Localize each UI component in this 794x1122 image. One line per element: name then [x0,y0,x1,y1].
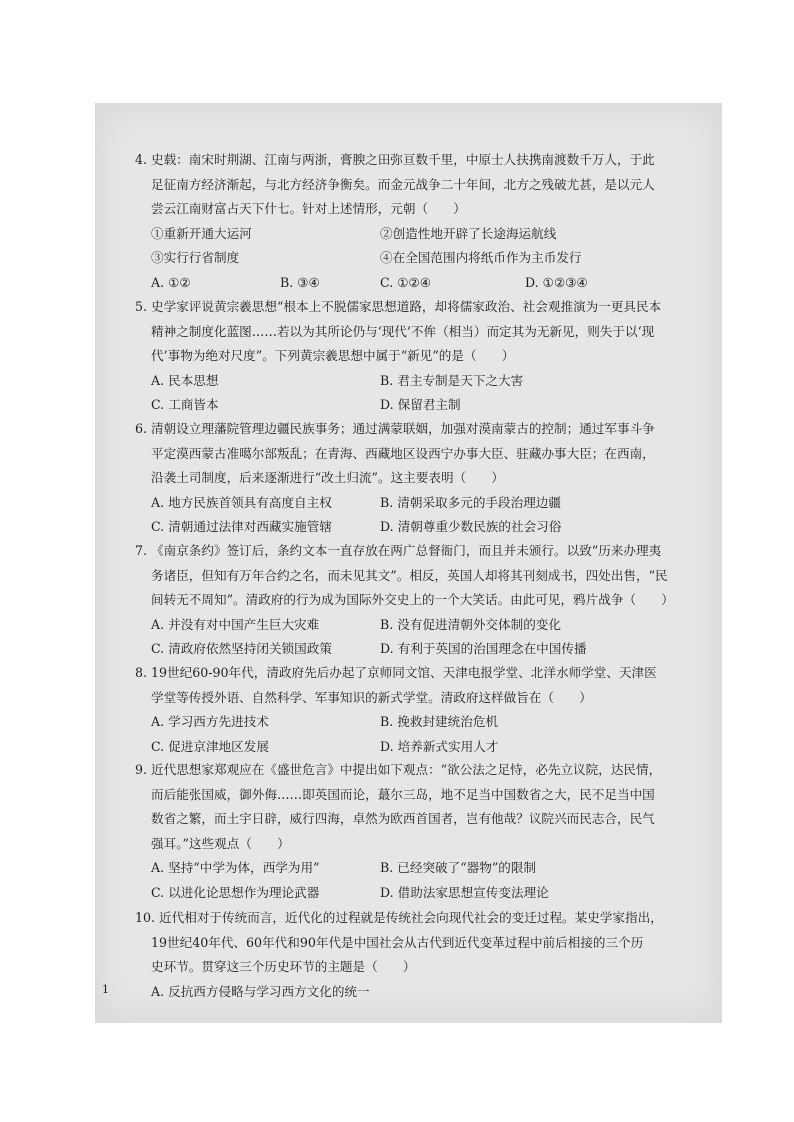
question-stem: 6. 清朝设立理藩院管理边疆民族事务；通过满蒙联姻，加强对漠南蒙古的控制；通过军事斗争 [135,421,655,436]
answer-options [135,369,717,394]
exam-page [95,103,722,1023]
question-stem: 7. 《南京条约》签订后，条约文本一直存放在两广总督衙门，而且并未颁行。以致“历来办理夷 [135,543,662,558]
option-a: A. ①② [151,274,191,290]
question-5 [135,295,717,418]
question-4 [135,148,717,295]
option-b: B. 清朝采取多元的手段治理边疆 [380,494,561,510]
item-3: ③实行行省制度 [151,250,240,265]
option-d: D. 培养新式实用人才 [380,738,499,754]
question-stem: 数省之繁，而土宇日辟，威行四海，卓然为欧西首国者，岂有他哉？议院兴而民志合，民气 [151,811,655,826]
answer-options [135,856,717,881]
question-stem: 4. 史载：南宋时荆湖、江南与两浙，膏腴之田弥亘数千里，中原士人扶携南渡数千万人，于此 [135,152,655,167]
option-b: B. 君主专制是天下之大害 [380,372,524,388]
option-d: D. 保留君主制 [380,397,461,412]
question-stem: 平定漠西蒙古准噶尔部叛乱；在青海、西藏地区设西宁办事大臣、驻藏办事大臣；在西南， [151,445,655,461]
option-c: C. 清朝通过法律对西藏实施管辖 [151,519,332,534]
option-b: B. 已经突破了“器物”的限制 [380,860,537,875]
answer-options [135,613,717,638]
answer-options [135,491,717,516]
answer-options [135,735,717,760]
question-stem: 9. 近代思想家郑观应在《盛世危言》中提出如下观点：“欲公法之足恃，必先立议院，达民情， [135,762,662,777]
option-d: D. 借助法家思想宣传变法理论 [380,884,549,900]
question-stem: 19世纪40年代、60年代和90年代是中国社会从古代到近代变革过程中前后相接的三个历 [151,934,644,950]
question-stem: 间转无不周知”。清政府的行为成为国际外交史上的一个大笑话。由此可见，鸦片战争（ ） [151,592,674,607]
option-a: A. 民本思想 [151,372,219,388]
option-a: A. 坚持“中学为体，西学为用” [151,860,320,875]
option-c: C. 促进京津地区发展 [151,738,269,754]
option-c: C. 以进化论思想作为理论武器 [151,884,320,900]
question-stem: 足征南方经济渐起，与北方经济争衡矣。而金元战争二十年间，北方之残破尤甚，是以元人 [151,176,655,192]
answer-options [135,710,717,735]
question-stem: 精神之制度化蓝图……若以为其所论仍与‘现代’不侔（相当）而定其为无新见，则失于以‘现 [151,323,655,339]
item-2: ②创造性地开辟了长途海运航线 [380,225,557,241]
answer-options [135,271,717,296]
question-stem: 学堂等传授外语、自然科学、军事知识的新式学堂。清政府这样做旨在（ ） [151,689,592,705]
option-b: B. 没有促进清朝外交体制的变化 [380,616,561,632]
answer-options [135,980,717,1005]
answer-options [135,637,717,662]
question-stem: 10. 近代相对于传统而言，近代化的过程就是传统社会向现代社会的变迁过程。某史学家指出， [135,910,663,925]
option-a: A. 学习西方先进技术 [151,714,269,729]
numbered-items [135,222,717,247]
question-stem: 5. 史学家评说黄宗羲思想“根本上不脱儒家思想道路，却将儒家政治、社会观推演为一更具民本 [135,299,662,314]
numbered-items [135,246,717,271]
question-stem: 代’事物为绝对尺度”。下列黄宗羲思想中属于“新见”的是（ ） [151,348,515,363]
option-a: A. 地方民族首领具有高度自主权 [151,494,332,510]
option-d: D. ①②③④ [525,274,588,290]
question-stem: 强耳。”这些观点（ ） [151,835,290,851]
question-stem: 沿袭土司制度，后来逐渐进行“改土归流”。这主要表明（ ） [151,470,504,485]
answer-options [135,515,717,540]
answer-options [135,393,717,418]
question-stem: 尝云江南财富占天下什七。针对上述情形，元朝（ ） [151,201,466,216]
page-number: 1 [102,983,109,996]
question-8 [135,661,717,759]
answer-options [135,881,717,906]
option-c: C. ①②④ [380,274,432,290]
question-6 [135,417,717,540]
question-9 [135,758,717,905]
option-b: B. ③④ [280,274,320,290]
question-stem: 而后能张国威，御外侮……即英国而论，蕞尔三岛，地不足当中国数省之大，民不足当中国 [151,786,655,802]
option-c: C. 工商皆本 [151,397,219,412]
option-d: D. 有利于英国的治国理念在中国传播 [380,641,587,656]
option-a: A. 并没有对中国产生巨大灾难 [151,616,320,632]
option-d: D. 清朝尊重少数民族的社会习俗 [380,519,562,534]
option-a: A. 反抗西方侵略与学习西方文化的统一 [151,983,370,999]
question-10 [135,906,717,1004]
question-stem: 史环节。贯穿这三个历史环节的主题是（ ） [151,959,416,974]
question-stem: 8. 19世纪60-90年代，清政府先后办起了京师同文馆、天津电报学堂、北洋水师学堂、天津医 [135,665,657,680]
question-7 [135,539,717,662]
option-b: B. 挽救封建统治危机 [380,714,499,729]
item-4: ④在全国范围内将纸币作为主币发行 [380,250,582,265]
item-1: ①重新开通大运河 [151,225,252,241]
option-c: C. 清政府依然坚持闭关锁国政策 [151,641,332,656]
question-stem: 务诸臣，但知有万年合约之名，而未见其文”。相反，英国人却将其刊刻成书，四处出售，“民 [151,567,668,583]
